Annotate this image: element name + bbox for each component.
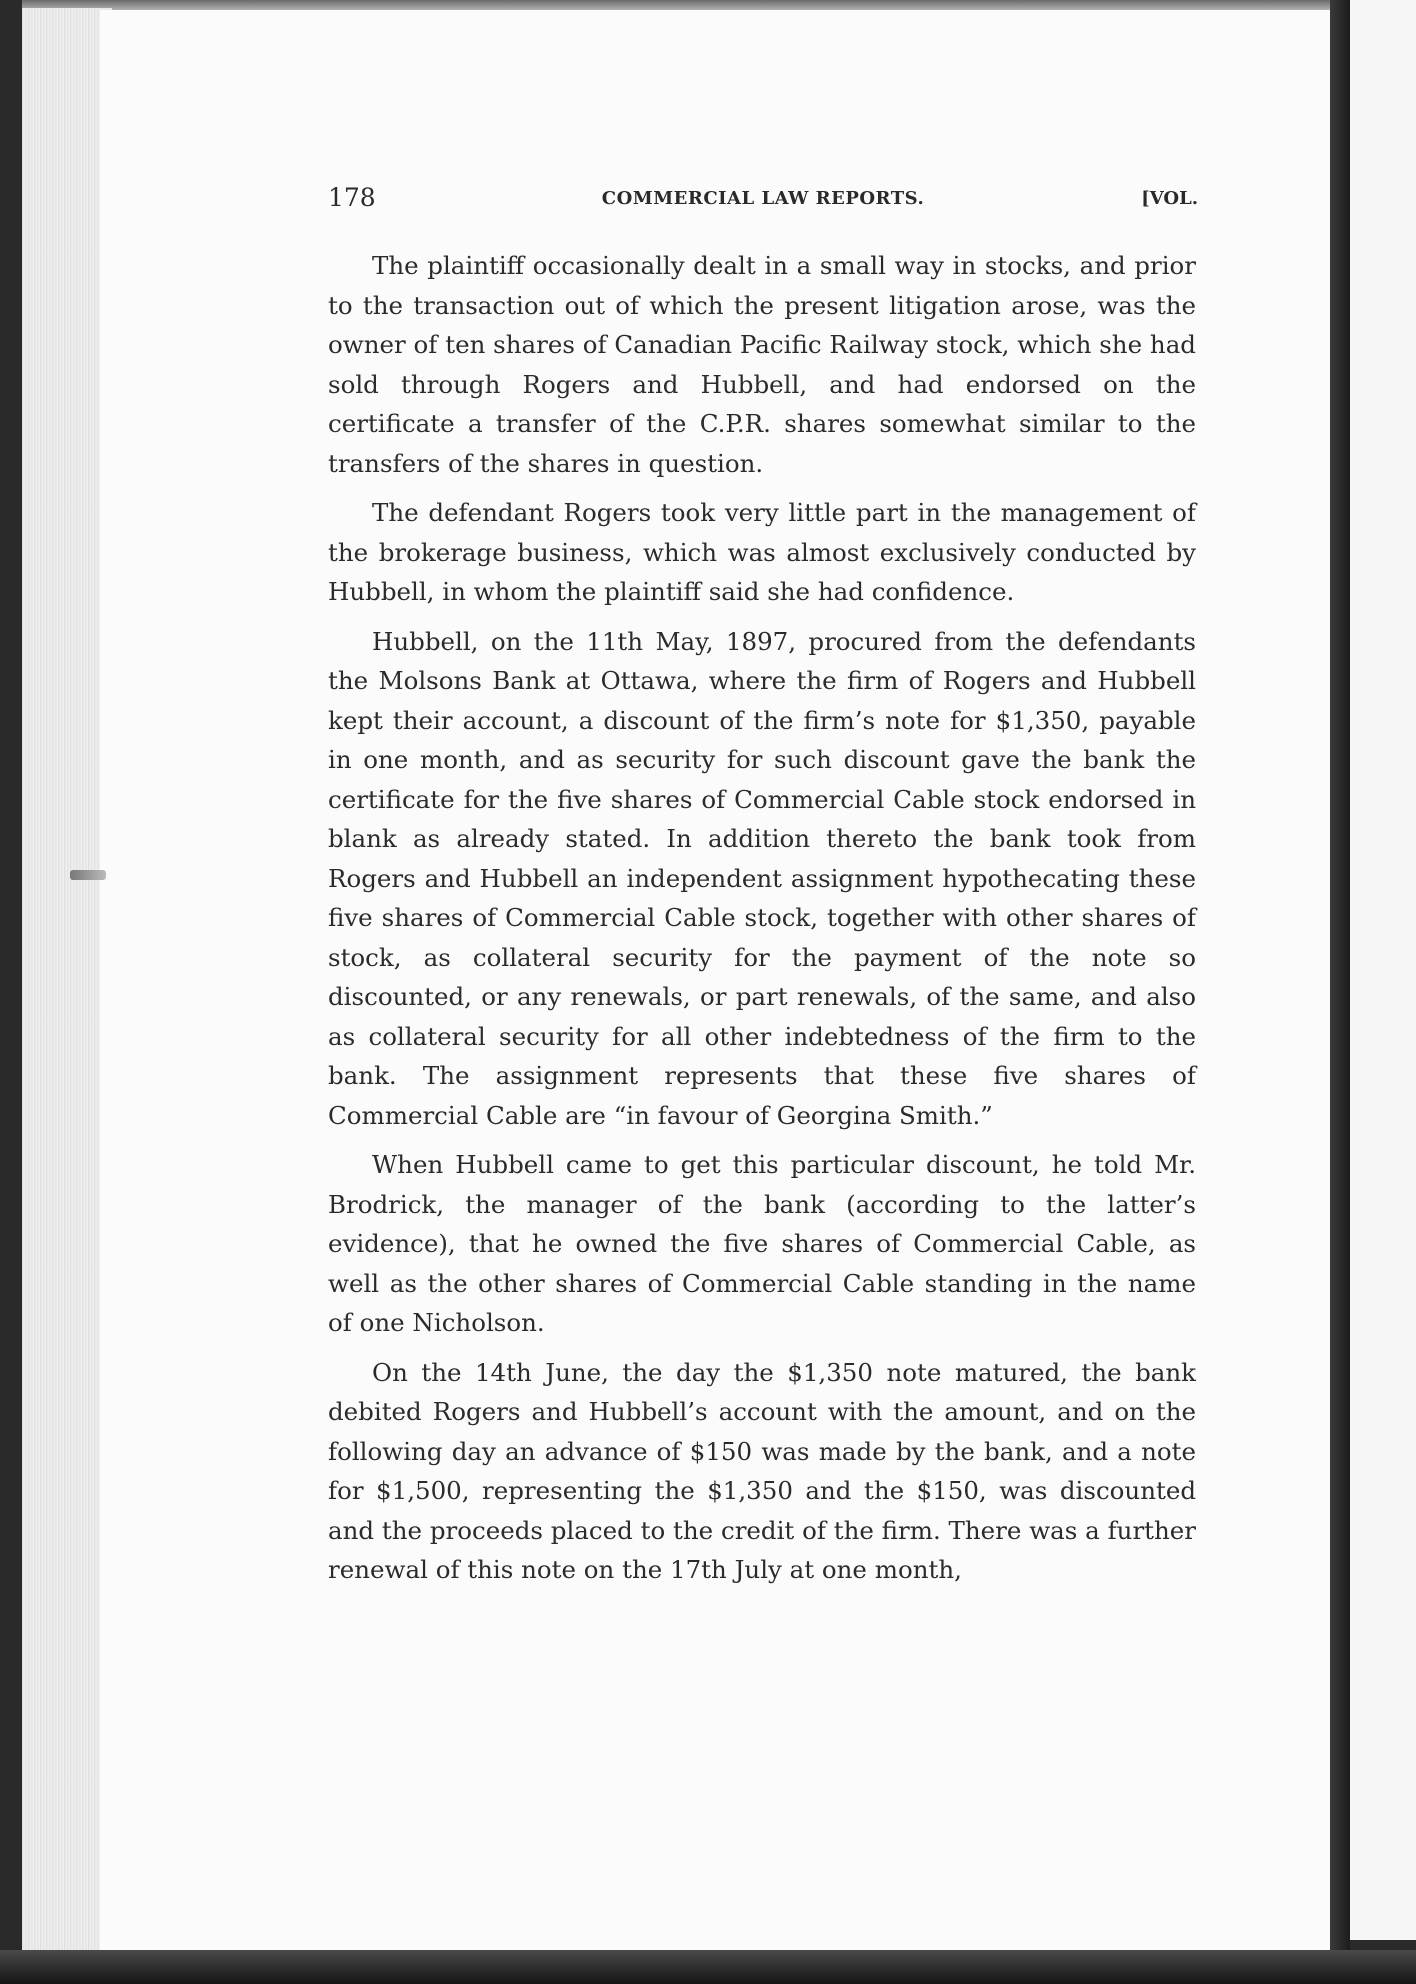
volume-marker: [VOL. [1141, 188, 1198, 209]
running-title: COMMERCIAL LAW REPORTS. [601, 188, 925, 209]
margin-ink-blot [70, 870, 106, 880]
page-header [328, 183, 1198, 223]
page-number: 178 [328, 183, 376, 212]
paragraph: The defendant Rogers took very little part in the management of the brokerage business, which was almost exclusively conducted by Hubbell, in whom the plaintiff said she had confidence. [328, 498, 1196, 606]
paragraph: Hubbell, on the 11th May, 1897, procured from the defendants the Molsons Bank at Ottawa, where the firm of Rogers and Hubbell kept their account, a discount of the firm’s note for $1,350, payable in one month, and as security for such discount gave the bank the certificate for the five shares of Commercial Cable stock endorsed in blank as already stated. In addition thereto the bank took from Rogers and Hubbell an independent assignment hypothecating these five shares of Commercial Cable stock, together with other shares of stock, as collateral security for the payment of the note so discounted, or any renewals, or part renewals, of the same, and also as collateral security for all other indebtedness of the firm to the bank. The assignment represents that these five shares of Commercial Cable are “in favour of Georgina Smith.” [328, 626, 1196, 1130]
book-bottom-edge [0, 1950, 1416, 1984]
paragraph: On the 14th June, the day the $1,350 note matured, the bank debited Rogers and Hubbell’s account with the amount, and on the following day an advance of $150 was made by the bank, and a note for $1,500, representing the $1,350 and the $150, was discounted and the proceeds placed to the credit of the firm. There was a further renewal of this note on the 17th July at one month, [328, 1357, 1196, 1584]
book-page-edges [22, 8, 112, 1968]
book-spine [1330, 0, 1350, 1984]
body-text [328, 246, 1196, 1600]
paragraph: When Hubbell came to get this particular discount, he told Mr. Brodrick, the manager of the bank (according to the latter’s evidence), that he owned the five shares of Commercial Cable, as well as the other shares of Commercial Cable standing in the name of one Nicholson. [328, 1150, 1196, 1337]
margin-stamp-marks [70, 660, 110, 920]
facing-page-edge [1350, 0, 1416, 1940]
paragraph: The plaintiff occasionally dealt in a small way in stocks, and prior to the transaction out of which the present litigation arose, was the owner of ten shares of Canadian Pacific Railway stock, which she had sold through Rogers and Hubbell, and had endorsed on the certificate a transfer of the C.P.R. shares somewhat similar to the transfers of the shares in question. [328, 251, 1196, 478]
